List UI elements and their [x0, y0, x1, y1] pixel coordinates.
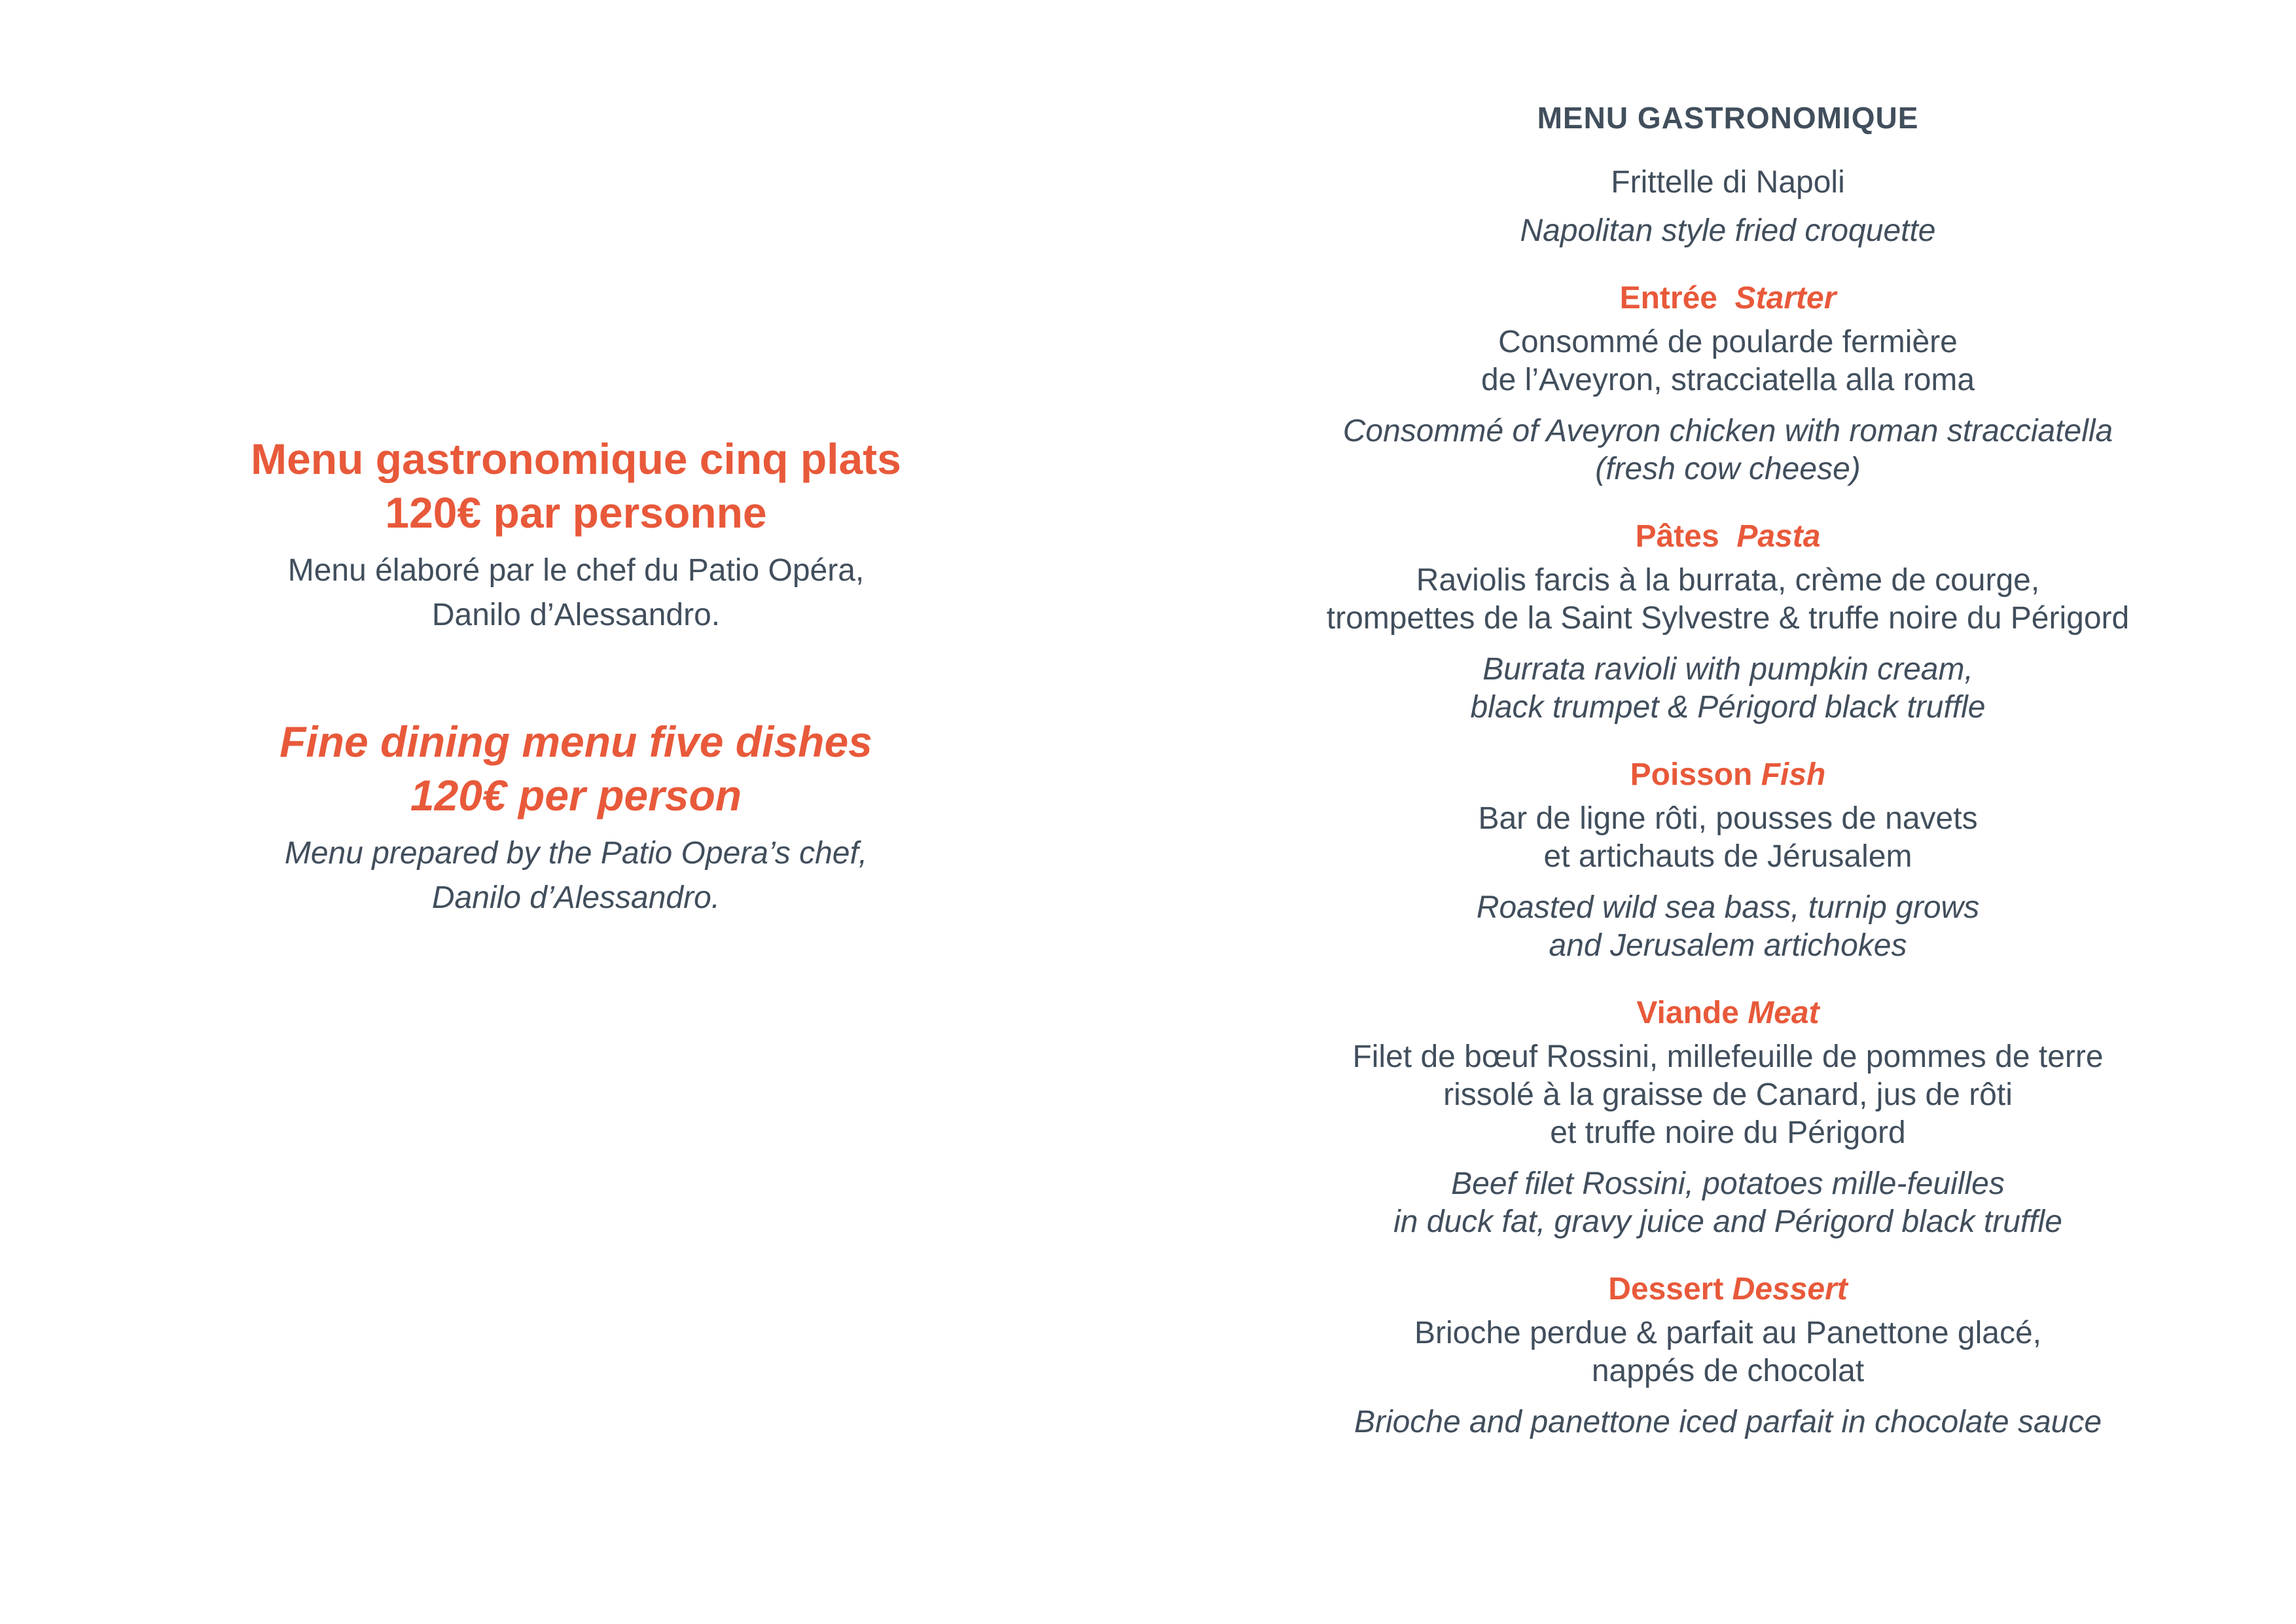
promo-price-en: 120€ per person — [410, 771, 742, 820]
dish-description-en: Consommé of Aveyron chicken with roman stracciatella (fresh cow cheese) — [1342, 414, 2113, 486]
dish-description-en: Burrata ravioli with pumpkin cream, black trumpet & Périgord black truffle — [1470, 652, 1986, 725]
promo-title-fr-line1: Menu gastronomique cinq plats — [251, 435, 901, 483]
course-meat — [1224, 994, 2232, 1241]
course-label-en: Dessert — [1732, 1272, 1848, 1307]
course-label — [1224, 279, 2232, 318]
course-label — [1224, 517, 2232, 556]
promo-desc-en-line2: Danilo d’Alessandro. — [431, 880, 721, 915]
promo-title-fr — [164, 432, 988, 539]
dish-description-en: Brioche and panettone iced parfait in chocolate sauce — [1354, 1405, 2102, 1439]
dish-description-fr: Consommé de poularde fermière de l’Aveyron, stracciatella alla roma — [1480, 325, 1975, 397]
promo-desc-fr — [164, 549, 988, 638]
dish-description-fr: Brioche perdue & parfait au Panettone glacé, nappés de chocolat — [1414, 1316, 2041, 1388]
promo-desc-fr-line1: Menu élaboré par le chef du Patio Opéra, — [287, 553, 865, 588]
promo-desc-fr-line2: Danilo d’Alessandro. — [431, 598, 721, 632]
course-label-en: Starter — [1734, 281, 1837, 316]
dish-description-en: Napolitan style fried croquette — [1520, 213, 1936, 248]
dish-description-en: Beef filet Rossini, potatoes mille-feuilles in duck fat, gravy juice and Périgord black truffle — [1393, 1166, 2062, 1239]
dish-description-fr: Raviolis farcis à la burrata, crème de courge, trompettes de la Saint Sylvestre & truffe noire du Périgord — [1326, 563, 2130, 636]
course-label-fr: Viande — [1636, 996, 1739, 1030]
menu-list — [1224, 98, 2232, 1441]
course-label — [1224, 994, 2232, 1033]
menu-heading: MENU GASTRONOMIQUE — [1537, 101, 1919, 135]
promo-title-en-line1: Fine dining menu five dishes — [279, 717, 872, 766]
course-label-en: Fish — [1761, 757, 1826, 792]
promo-desc-en-line1: Menu prepared by the Patio Opera’s chef, — [284, 836, 868, 871]
course-label-fr: Dessert — [1608, 1272, 1724, 1307]
course-label-en: Meat — [1748, 996, 1820, 1030]
promo-french — [164, 432, 988, 638]
course-fish — [1224, 755, 2232, 965]
course-label — [1224, 755, 2232, 795]
promo-desc-en — [164, 831, 988, 920]
course-pasta — [1224, 517, 2232, 727]
dish-description-en: Roasted wild sea bass, turnip grows and Jerusalem artichokes — [1476, 890, 1980, 963]
course-label — [1224, 1270, 2232, 1309]
course-label-fr: Pâtes — [1635, 519, 1719, 554]
dish-description-fr: Filet de bœuf Rossini, millefeuille de pommes de terre rissolé à la graisse de Canard, jus de rôti et truffe noire du Périgord — [1352, 1039, 2104, 1150]
dish-description-fr: Bar de ligne rôti, pousses de navets et artichauts de Jérusalem — [1478, 801, 1978, 874]
course-label-fr: Entrée — [1619, 281, 1717, 316]
menu-intro — [164, 432, 988, 920]
dish-description-fr: Frittelle di Napoli — [1611, 165, 1845, 200]
promo-price-fr: 120€ par personne — [385, 488, 767, 537]
course-dessert — [1224, 1270, 2232, 1441]
course-label-fr: Poisson — [1630, 757, 1753, 792]
course-label-en: Pasta — [1736, 519, 1821, 554]
promo-english — [164, 715, 988, 920]
course-starter — [1224, 279, 2232, 488]
promo-title-en — [164, 715, 988, 822]
amuse-bouche — [1224, 164, 2232, 250]
